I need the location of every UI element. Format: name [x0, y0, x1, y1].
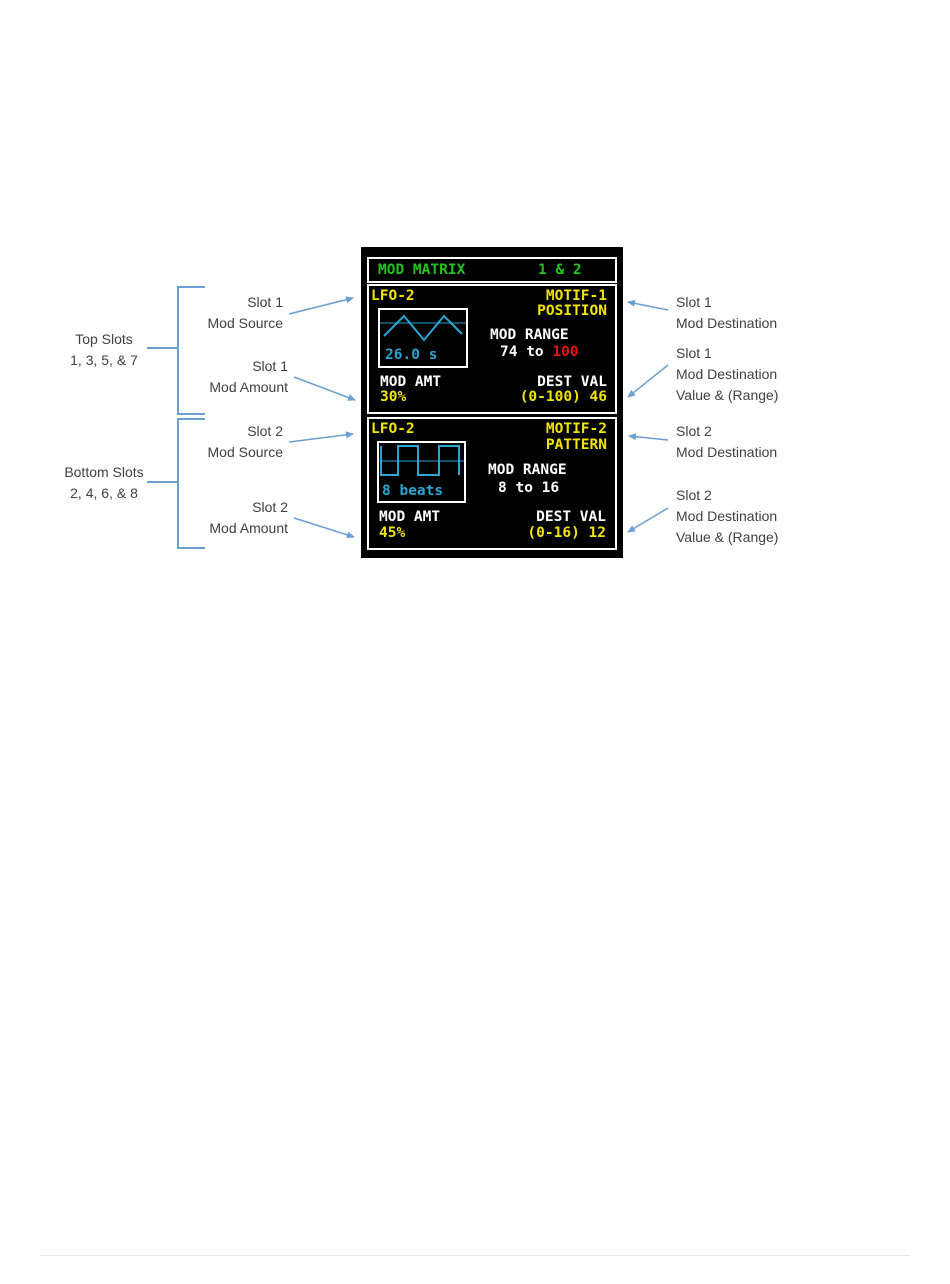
slot1-mod-range-label: MOD RANGE [490, 327, 569, 343]
slot2-source-label: Slot 2 Mod Source [207, 423, 283, 460]
slot1-dest-value-label: Slot 1 Mod Destination Value & (Range) [676, 345, 779, 403]
slot2-square-wave-icon [379, 443, 464, 483]
slot1-source-arrow [289, 298, 353, 314]
bottom-slots-bracket [178, 419, 205, 548]
slot1-dest-line2[interactable]: POSITION [537, 303, 607, 319]
top-slots-bracket [178, 287, 205, 414]
slot2-mod-range-label: MOD RANGE [488, 462, 567, 478]
top-slots-label: Top Slots 1, 3, 5, & 7 [70, 331, 138, 368]
slot2-amount-label: Slot 2 Mod Amount [209, 499, 288, 536]
slot1-destination-label: Slot 1 Mod Destination [676, 294, 778, 331]
slot2-mod-amt[interactable]: 45% [379, 525, 406, 541]
slot1-destination-arrow [628, 302, 668, 310]
slot1-dest-value-arrow [628, 365, 668, 397]
slot2-dest-line1[interactable]: MOTIF-2 [545, 421, 607, 437]
slot1-mod-amt-label: MOD AMT [380, 374, 442, 390]
slot1-source[interactable]: LFO-2 [371, 288, 415, 304]
slot1-amount-label: Slot 1 Mod Amount [209, 358, 288, 395]
slot1-dest-val: (0-100) 46 [519, 389, 607, 405]
page-footer-rule [40, 1255, 910, 1256]
slot2-dest-val: (0-16) 12 [527, 525, 606, 541]
bottom-slots-label: Bottom Slots 2, 4, 6, & 8 [64, 464, 144, 501]
slot1-mod-amt[interactable]: 30% [380, 389, 407, 405]
header-title: MOD MATRIX [378, 262, 466, 278]
slot1-dest-line1[interactable]: MOTIF-1 [545, 288, 607, 304]
slot2-dest-val-label: DEST VAL [536, 509, 606, 525]
slot2-wave-time: 8 beats [382, 483, 444, 499]
slot2-amount-arrow [294, 518, 354, 537]
slot1-mod-range-values: 74 to 100 [500, 344, 579, 360]
slot1-range-max: 100 [552, 344, 579, 360]
slot2-dest-value-label: Slot 2 Mod Destination Value & (Range) [676, 487, 779, 545]
slot1-amount-arrow [294, 377, 355, 400]
header-slots: 1 & 2 [538, 262, 582, 278]
slot2-source-arrow [289, 434, 353, 442]
slot2-dest-line2[interactable]: PATTERN [545, 437, 607, 453]
slot2-dest-value-arrow [628, 508, 668, 532]
slot1-dest-val-label: DEST VAL [537, 374, 607, 390]
slot1-source-label: Slot 1 Mod Source [207, 294, 283, 331]
slot2-destination-arrow [629, 436, 668, 440]
slot2-mod-range-values: 8 to 16 [498, 480, 560, 496]
slot1-wave-time: 26.0 s [385, 347, 438, 363]
slot2-mod-amt-label: MOD AMT [379, 509, 441, 525]
mod-matrix-screen [361, 247, 623, 558]
slot1-triangle-wave-icon [380, 310, 466, 350]
slot2-source[interactable]: LFO-2 [371, 421, 415, 437]
slot2-destination-label: Slot 2 Mod Destination [676, 423, 778, 460]
